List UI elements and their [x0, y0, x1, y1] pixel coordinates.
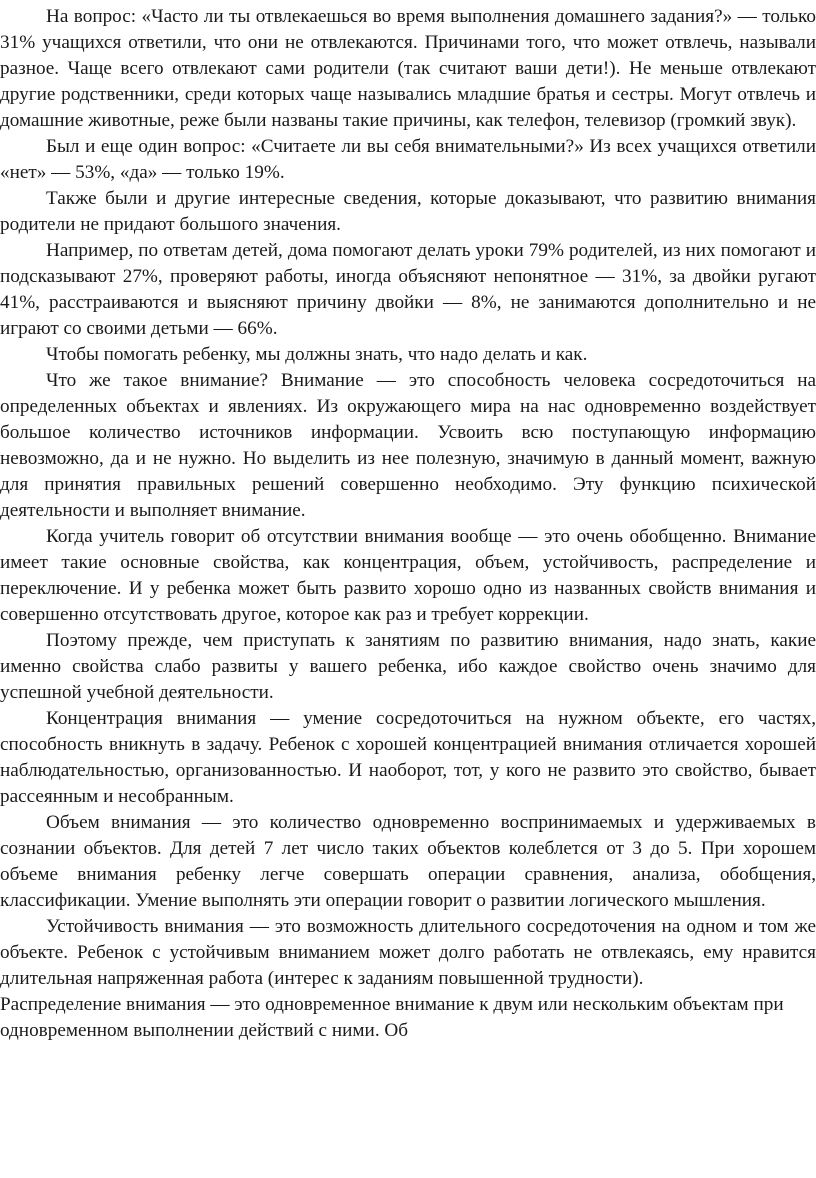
paragraph-distribution: Распределение внимания — это одновременное внимание к двум или нескольким объектам при одновременном выполнении действий с ними. Об — [0, 994, 784, 1041]
paragraph-before-training: Поэтому прежде, чем приступать к занятиям по развитию внимания, надо знать, какие именно свойства слабо развиты у вашего ребенка, ибо каждое свойство очень значимо для успешной учебной деятельности. — [0, 630, 816, 703]
paragraph-attention-span: Объем внимания — это количество одновременно воспринимаемых и удерживаемых в сознании объектов. Для детей 7 лет число таких объектов колеблется от 3 до 5. При хорошем объеме внимания ребенку легче совершать операции сравнения, анализа, обобщения, классификации. Умение выполнять эти операции говорит о развитии логического мышления. — [0, 812, 816, 911]
paragraph-what-is-attention: Что же такое внимание? Внимание — это способность человека сосредоточиться на определенных объектах и явлениях. Из окружающего мира на нас одновременно воздействует большое количество источников информации. Усвоить всю поступающую информацию невозможно, да и не нужно. Но выделить из нее полезную, значимую в данный момент, важную для принятия правильных решений совершенно необходимо. Эту функцию психической деятельности и выполняет внимание. — [0, 370, 816, 521]
paragraph-concentration: Концентрация внимания — умение сосредоточиться на нужном объекте, его частях, способность вникнуть в задачу. Ребенок с хорошей концентрацией внимания отличается хорошей наблюдательностью, организованностью. И наоборот, тот, у кого не развито это свойство, бывает рассеянным и несобранным. — [0, 708, 816, 807]
paragraph-how-to-help: Чтобы помогать ребенку, мы должны знать, что надо делать и как. — [46, 344, 588, 365]
paragraph-parents-attention: Также были и другие интересные сведения, которые доказывают, что развитию внимания родители не придают большого значения. — [0, 188, 816, 235]
paragraph-stability: Устойчивость внимания — это возможность длительного сосредоточения на одном и том же объекте. Ребенок с устойчивым вниманием может долго работать не отвлекаясь, ему нравится длительная напряженная работа (интерес к заданиям повышенной трудности). — [0, 916, 816, 989]
paragraph-attention-properties: Когда учитель говорит об отсутствии внимания вообще — это очень обобщенно. Внимание имеет такие основные свойства, как концентрация, объем, устойчивость, распределение и переключение. И у ребенка может быть развито хорошо одно из названных свойств внимания и совершенно отсутствовать другое, которое как раз и требует коррекции. — [0, 526, 816, 625]
paragraph-homework-help: Например, по ответам детей, дома помогают делать уроки 79% родителей, из них помогают и подсказывают 27%, проверяют работы, иногда объясняют непонятное — 31%, за двойки ругают 41%, расстраиваются и выясняют причину двойки — 8%, не занимаются дополнительно и не играют со своими детьми — 66%. — [0, 240, 816, 339]
paragraph-survey-distraction: На вопрос: «Часто ли ты отвлекаешься во время выполнения домашнего задания?» — только 31% учащихся ответили, что они не отвлекаются. Причинами того, что может отвлечь, называли разное. Чаще всего отвлекают сами родители (так считают ваши дети!). Не меньше отвлекают другие родственники, среди которых чаще назывались младшие братья и сестры. Могут отвлечь и домашние животные, реже были названы такие причины, как телефон, телевизор (громкий звук). — [0, 6, 816, 131]
paragraph-survey-attentiveness: Был и еще один вопрос: «Считаете ли вы себя внимательными?» Из всех учащихся ответили «нет» — 53%, «да» — только 19%. — [0, 136, 816, 183]
